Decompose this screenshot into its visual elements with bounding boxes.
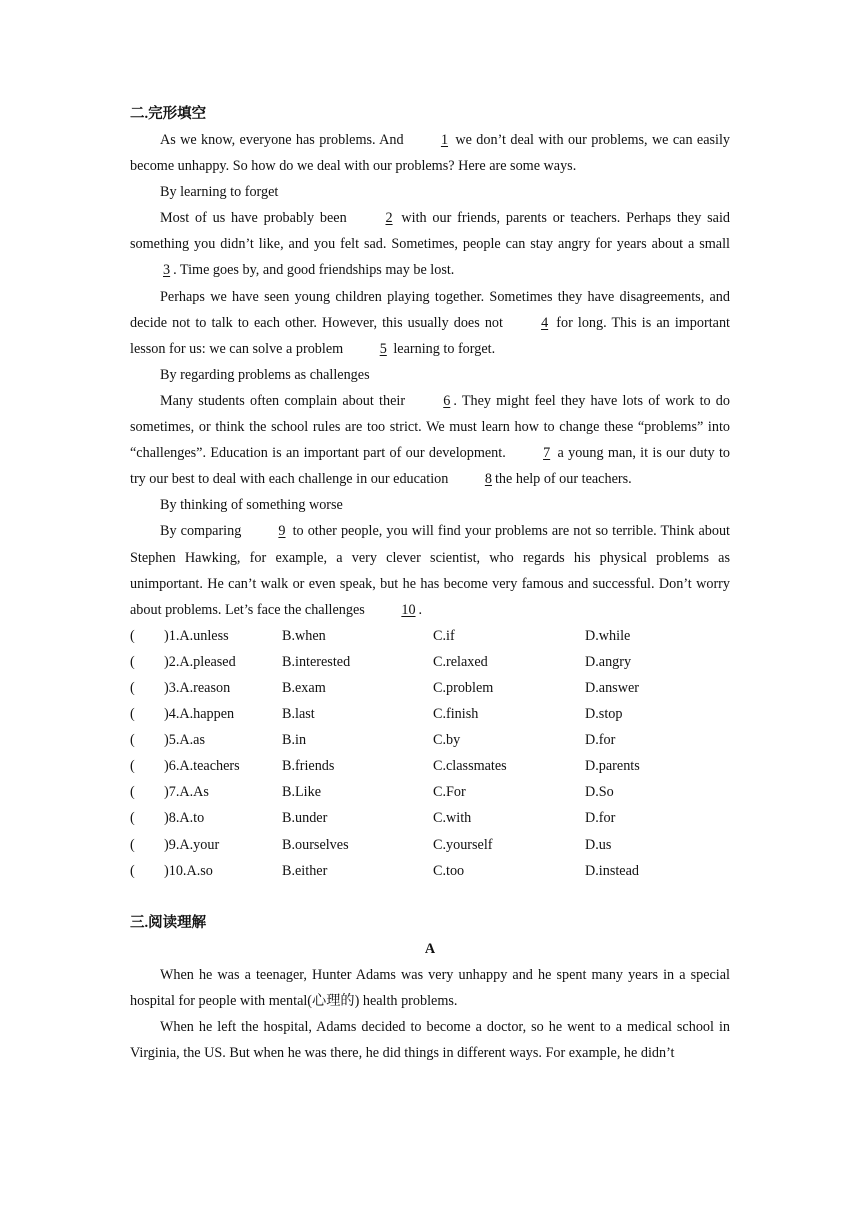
answer-paren: (: [130, 758, 135, 775]
option-c: C.finish: [433, 706, 479, 723]
answer-paren: (: [130, 784, 135, 801]
option-a: )1.A.unless: [164, 627, 229, 644]
answer-paren: (: [130, 810, 135, 827]
option-row: [130, 779, 730, 805]
reading-passage: [130, 962, 730, 1066]
option-c: C.classmates: [433, 758, 507, 775]
option-a: )10.A.so: [164, 862, 213, 879]
option-a: )7.A.As: [164, 784, 209, 801]
blank-number: 7: [543, 445, 551, 462]
section-gap: [130, 884, 730, 910]
option-a: )4.A.happen: [164, 706, 235, 723]
paragraph: When he was a teenager, Hunter Adams was very unhappy and he spent many years in a special hospital for people with mental(心理的) health problems.: [130, 966, 730, 1009]
option-d: D.stop: [585, 706, 623, 723]
paragraph: [130, 518, 730, 622]
paragraph: [130, 388, 730, 492]
blank-number: 8: [484, 471, 492, 488]
option-d: D.So: [585, 784, 614, 801]
cloze-passage: [130, 127, 730, 623]
option-row: [130, 675, 730, 701]
option-c: C.with: [433, 810, 472, 827]
paragraph-text: . Time goes by, and good friendships may be lost.: [173, 262, 455, 279]
option-c: C.relaxed: [433, 653, 488, 670]
option-row: [130, 727, 730, 753]
option-b: B.either: [282, 862, 328, 879]
paragraph: [130, 284, 730, 362]
paragraph-text: for long. This is an important lesson for us: we can solve a problem: [130, 314, 730, 357]
subheading: By thinking of something worse: [160, 497, 343, 514]
option-a: )6.A.teachers: [164, 758, 240, 775]
blank-number: 6: [443, 392, 451, 409]
cloze-options: [130, 623, 730, 884]
option-row: [130, 649, 730, 675]
blank-number: 4: [541, 314, 549, 331]
option-d: D.angry: [585, 653, 632, 670]
section-title-cloze: 二.完形填空: [130, 106, 207, 122]
document-content: [130, 101, 730, 1066]
paragraph-text: . They might feel they have lots of work to do sometimes, or think the school rules are too strict. We must learn how to change these “problems” into “challenges”. Education is an important part of our development.: [130, 392, 730, 462]
option-row: [130, 832, 730, 858]
blank-number: 1: [440, 132, 449, 148]
option-b: B.in: [282, 732, 307, 749]
option-d: D.instead: [585, 862, 639, 879]
answer-paren: (: [130, 653, 135, 670]
paragraph: [130, 127, 730, 179]
answer-paren: (: [130, 836, 135, 853]
option-row: [130, 805, 730, 831]
paragraph-text: .: [418, 601, 423, 618]
section-title-reading: 三.阅读理解: [130, 914, 207, 931]
paragraph-text: learning to forget.: [389, 340, 496, 357]
paragraph-text: with our friends, parents or teachers. Perhaps they said something you didn’t like, and you felt sad. Sometimes, people can stay angry for years about a small: [130, 210, 730, 253]
option-a: )8.A.to: [164, 810, 205, 827]
option-row: [130, 701, 730, 727]
option-row: [130, 858, 730, 884]
paragraph: [130, 205, 730, 283]
blank-number: 10: [401, 601, 416, 618]
option-c: C.yourself: [433, 836, 493, 853]
option-a: )5.A.as: [164, 732, 205, 749]
option-d: D.us: [585, 836, 612, 853]
subheading: By regarding problems as challenges: [160, 366, 370, 383]
option-b: B.when: [282, 627, 326, 644]
paragraph-text: As we know, everyone has problems. And: [160, 132, 408, 148]
option-d: D.for: [585, 732, 616, 749]
paragraph-text: Perhaps we have seen young children playing together. Sometimes they have disagreements, and decide not to talk to each other. However, this usually does not: [130, 288, 730, 331]
option-d: D.parents: [585, 758, 640, 775]
option-c: C.if: [433, 627, 455, 644]
subheading: By learning to forget: [160, 184, 279, 201]
option-d: D.while: [585, 627, 631, 644]
paragraph-text: a young man, it is our duty to try our best to deal with each challenge in our education: [130, 445, 730, 488]
paragraph-text: we don’t deal with our problems, we can easily become unhappy. So how do we deal with our problems? Here are some ways.: [130, 132, 730, 175]
option-b: B.under: [282, 810, 328, 827]
option-b: B.exam: [282, 679, 326, 696]
option-row: [130, 753, 730, 779]
answer-paren: (: [130, 679, 135, 696]
option-row: [130, 623, 730, 649]
paragraph-text: to other people, you will find your problems are not so terrible. Think about Stephen Hawking, for example, a very clever scientist, who regards his physical problems as unimportant. He can’t walk or even speak, but he has become very famous and successful. Don’t worry about problems. Let’s face the challenges: [130, 523, 730, 618]
option-c: C.too: [433, 862, 465, 879]
answer-paren: (: [130, 732, 135, 749]
paragraph: When he left the hospital, Adams decided to become a doctor, so he went to a medical school in Virginia, the US. But when he was there, he did things in different ways. For example, he didn’t: [130, 1018, 730, 1061]
option-a: )2.A.pleased: [164, 653, 236, 670]
answer-paren: (: [130, 862, 135, 879]
paragraph-text: Many students often complain about their: [160, 392, 411, 409]
blank-number: 5: [379, 340, 387, 357]
paragraph-text: By comparing: [160, 523, 246, 540]
option-c: C.problem: [433, 679, 494, 696]
paragraph-text: the help of our teachers.: [494, 471, 632, 488]
option-d: D.for: [585, 810, 616, 827]
blank-number: 3: [163, 262, 171, 279]
option-c: C.by: [433, 732, 461, 749]
option-b: B.last: [282, 706, 315, 723]
option-d: D.answer: [585, 679, 639, 696]
option-b: B.Like: [282, 784, 322, 801]
option-a: )9.A.your: [164, 836, 220, 853]
blank-number: 9: [278, 523, 286, 540]
option-c: C.For: [433, 784, 466, 801]
passage-label: A: [424, 940, 436, 957]
option-b: B.friends: [282, 758, 335, 775]
answer-paren: (: [130, 627, 135, 644]
option-b: B.interested: [282, 653, 351, 670]
answer-paren: (: [130, 706, 135, 723]
paragraph-text: Most of us have probably been: [160, 210, 353, 227]
option-a: )3.A.reason: [164, 679, 231, 696]
blank-number: 2: [385, 210, 393, 227]
option-b: B.ourselves: [282, 836, 349, 853]
